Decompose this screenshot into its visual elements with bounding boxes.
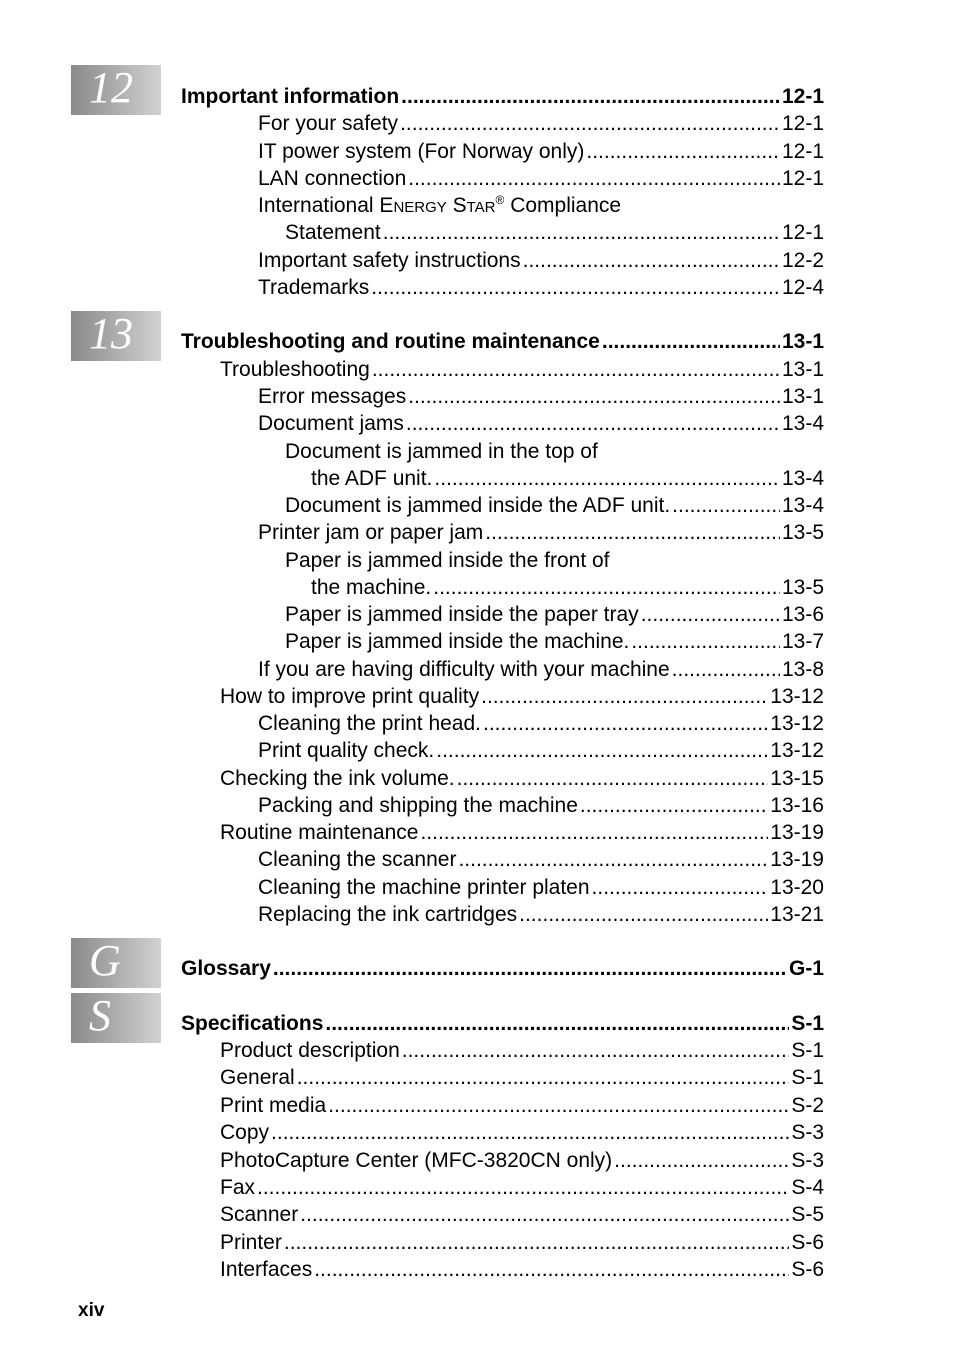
toc-leader bbox=[433, 575, 780, 601]
toc-leader bbox=[614, 1148, 789, 1174]
toc-entry-label: Cleaning the print head. bbox=[258, 712, 481, 735]
toc-leader bbox=[297, 1065, 790, 1091]
toc-entry[interactable] bbox=[220, 1065, 824, 1091]
label-part: Compliance bbox=[504, 194, 622, 217]
toc-entry-page: S-4 bbox=[791, 1176, 824, 1199]
toc-entry[interactable] bbox=[258, 139, 824, 165]
toc-entry[interactable] bbox=[220, 1257, 824, 1283]
toc-entry[interactable] bbox=[220, 820, 824, 846]
toc-entry[interactable] bbox=[220, 684, 824, 710]
toc-entry-label: General bbox=[220, 1066, 295, 1089]
toc-leader bbox=[672, 657, 780, 683]
toc-entry-label: IT power system (For Norway only) bbox=[258, 140, 585, 163]
toc-entry-page: S-3 bbox=[791, 1149, 824, 1172]
toc-entry-page: 13-1 bbox=[781, 330, 824, 353]
toc-entry[interactable] bbox=[285, 629, 824, 655]
chapter-tab-label: S bbox=[89, 991, 111, 1040]
chapter-tab-label: G bbox=[89, 936, 121, 985]
toc-entry-page: G-1 bbox=[788, 957, 824, 980]
toc-entry-page: 13-5 bbox=[781, 521, 824, 544]
toc-entry-label: Printer jam or paper jam bbox=[258, 521, 484, 544]
toc-entry-page: 13-1 bbox=[781, 385, 824, 408]
toc-entry-page: S-3 bbox=[791, 1121, 824, 1144]
toc-entry-page: S-2 bbox=[791, 1094, 824, 1117]
toc-entry-page: 13-4 bbox=[781, 467, 824, 490]
chapter-tab-label: 12 bbox=[89, 63, 133, 112]
toc-entry-label: Important information bbox=[181, 85, 400, 108]
toc-entry[interactable] bbox=[258, 166, 824, 192]
toc-leader bbox=[672, 493, 780, 519]
toc-entry-page: 13-12 bbox=[770, 739, 824, 762]
toc-entry-page: 13-6 bbox=[781, 603, 824, 626]
toc-entry[interactable] bbox=[258, 875, 824, 901]
toc-leader bbox=[271, 1120, 789, 1146]
toc-leader bbox=[485, 520, 780, 546]
toc-leader bbox=[580, 793, 768, 819]
toc-entry-label-continued[interactable]: Paper is jammed inside the front of bbox=[285, 549, 610, 572]
toc-entry-label-continued[interactable] bbox=[258, 193, 621, 221]
toc-leader bbox=[257, 1175, 789, 1201]
toc-entry-page: 13-15 bbox=[770, 767, 824, 790]
toc-entry-label: Scanner bbox=[220, 1203, 299, 1226]
toc-entry-page: 12-4 bbox=[781, 276, 824, 299]
toc-entry-page: S-6 bbox=[791, 1231, 824, 1254]
toc-entry-label: Replacing the ink cartridges bbox=[258, 903, 518, 926]
toc-leader bbox=[434, 466, 780, 492]
toc-entry-label: Specifications bbox=[181, 1012, 324, 1035]
toc-entry[interactable] bbox=[285, 493, 824, 519]
toc-leader bbox=[300, 1202, 789, 1228]
toc-entry[interactable] bbox=[220, 1038, 824, 1064]
toc-entry-page: 13-7 bbox=[781, 630, 824, 653]
toc-entry-label: Copy bbox=[220, 1121, 270, 1144]
toc-leader bbox=[586, 139, 780, 165]
toc-entry-page: 13-21 bbox=[770, 903, 824, 926]
toc-entry-page: 13-5 bbox=[781, 576, 824, 599]
toc-entry-label: Product description bbox=[220, 1039, 400, 1062]
toc-leader bbox=[458, 847, 768, 873]
registered-mark: ® bbox=[495, 193, 505, 207]
toc-entry-label: Error messages bbox=[258, 385, 407, 408]
toc-entry-label: Cleaning the machine printer platen bbox=[258, 876, 590, 899]
toc-leader bbox=[401, 84, 780, 110]
toc-entry[interactable] bbox=[258, 384, 824, 410]
toc-entry-label: Troubleshooting and routine maintenance bbox=[181, 330, 600, 353]
toc-leader bbox=[602, 329, 780, 355]
toc-leader bbox=[400, 111, 780, 137]
toc-entry-chapter-13[interactable] bbox=[181, 329, 824, 355]
toc-entry-label: Glossary bbox=[181, 957, 271, 980]
toc-entry-page: 12-1 bbox=[781, 167, 824, 190]
toc-entry-label: the machine. bbox=[311, 576, 432, 599]
toc-entry-label: If you are having difficulty with your machine bbox=[258, 658, 670, 681]
toc-entry[interactable] bbox=[220, 1120, 824, 1146]
toc-entry[interactable] bbox=[220, 1148, 824, 1174]
toc-entry-label: Paper is jammed inside the machine. bbox=[285, 630, 630, 653]
toc-entry-label: Printer bbox=[220, 1231, 282, 1254]
toc-entry-label: LAN connection bbox=[258, 167, 407, 190]
toc-entry-page: 13-4 bbox=[781, 494, 824, 517]
toc-entry[interactable] bbox=[220, 1202, 824, 1228]
label-part-smallcaps: TAR bbox=[466, 199, 496, 216]
toc-entry-label: Troubleshooting bbox=[220, 358, 370, 381]
toc-entry[interactable] bbox=[258, 275, 824, 301]
toc-entry-label: How to improve print quality bbox=[220, 685, 480, 708]
toc-leader bbox=[402, 1038, 790, 1064]
chapter-tab-label: 13 bbox=[89, 309, 133, 358]
toc-entry-page: 12-1 bbox=[781, 85, 824, 108]
toc-leader bbox=[328, 1093, 789, 1119]
toc-entry[interactable] bbox=[285, 602, 824, 628]
toc-entry-page: S-1 bbox=[791, 1012, 824, 1035]
toc-entry-specifications[interactable] bbox=[181, 1011, 824, 1037]
toc-leader bbox=[592, 875, 769, 901]
toc-entry[interactable] bbox=[258, 902, 824, 928]
toc-entry-page: S-1 bbox=[791, 1039, 824, 1062]
toc-entry-label: Important safety instructions bbox=[258, 249, 521, 272]
toc-entry-page: 12-1 bbox=[781, 112, 824, 135]
toc-entry-label: Routine maintenance bbox=[220, 821, 419, 844]
toc-entry-glossary[interactable] bbox=[181, 956, 824, 982]
toc-leader bbox=[273, 956, 787, 982]
toc-leader bbox=[641, 602, 780, 628]
toc-leader bbox=[284, 1230, 789, 1256]
toc-entry-label: Print quality check. bbox=[258, 739, 435, 762]
label-part: S bbox=[446, 194, 467, 217]
toc-entry[interactable] bbox=[258, 657, 824, 683]
toc-entry-page: 13-16 bbox=[770, 794, 824, 817]
toc-entry[interactable] bbox=[220, 1175, 824, 1201]
toc-entry-label: Statement bbox=[285, 221, 381, 244]
chapter-tab-g bbox=[71, 938, 161, 988]
toc-entry[interactable] bbox=[258, 711, 824, 737]
toc-entry[interactable] bbox=[220, 1093, 824, 1119]
toc-entry-page: 13-20 bbox=[770, 876, 824, 899]
toc-entry-page: 12-1 bbox=[781, 140, 824, 163]
chapter-tab-s bbox=[71, 993, 161, 1043]
toc-entry[interactable] bbox=[220, 357, 824, 383]
toc-entry-page: S-5 bbox=[791, 1203, 824, 1226]
toc-entry-page: 13-12 bbox=[770, 685, 824, 708]
toc-leader bbox=[436, 738, 768, 764]
toc-entry-chapter-12[interactable] bbox=[181, 84, 824, 110]
toc-leader bbox=[408, 166, 780, 192]
toc-leader bbox=[457, 766, 769, 792]
toc-leader bbox=[420, 820, 768, 846]
toc-entry-page: 13-8 bbox=[781, 658, 824, 681]
toc-entry-label: Document is jammed inside the ADF unit. bbox=[285, 494, 671, 517]
chapter-tab-13 bbox=[71, 311, 161, 361]
toc-leader bbox=[483, 711, 768, 737]
toc-leader bbox=[523, 248, 780, 274]
toc-entry[interactable] bbox=[258, 248, 824, 274]
toc-leader bbox=[631, 629, 780, 655]
chapter-tab-12 bbox=[71, 65, 161, 115]
toc-entry-label: Trademarks bbox=[258, 276, 370, 299]
toc-entry-label: PhotoCapture Center (MFC-3820CN only) bbox=[220, 1149, 613, 1172]
toc-leader bbox=[383, 220, 780, 246]
toc-leader bbox=[314, 1257, 789, 1283]
toc-leader bbox=[408, 384, 780, 410]
toc-entry-page: S-1 bbox=[791, 1066, 824, 1089]
toc-entry-label-continued[interactable]: Document is jammed in the top of bbox=[285, 440, 598, 463]
toc-entry-label: Print media bbox=[220, 1094, 327, 1117]
toc-entry-page: 13-12 bbox=[770, 712, 824, 735]
toc-entry[interactable] bbox=[311, 466, 824, 492]
toc-entry-label: Checking the ink volume. bbox=[220, 767, 455, 790]
toc-entry-label: For your safety bbox=[258, 112, 399, 135]
page-number: xiv bbox=[78, 1300, 105, 1321]
toc-entry[interactable] bbox=[220, 1230, 824, 1256]
toc-entry-page: 12-1 bbox=[781, 221, 824, 244]
toc-entry[interactable] bbox=[258, 847, 824, 873]
toc-entry[interactable] bbox=[311, 575, 824, 601]
toc-entry[interactable] bbox=[258, 793, 824, 819]
toc-leader bbox=[406, 411, 780, 437]
label-part-smallcaps: NERGY bbox=[393, 199, 447, 216]
toc-entry[interactable] bbox=[258, 111, 824, 137]
toc-entry-page: 13-1 bbox=[781, 358, 824, 381]
toc-entry-label: Packing and shipping the machine bbox=[258, 794, 578, 817]
toc-entry[interactable] bbox=[258, 411, 824, 437]
toc-entry[interactable] bbox=[258, 520, 824, 546]
label-part: International E bbox=[258, 194, 394, 217]
toc-entry-page: 12-2 bbox=[781, 249, 824, 272]
toc-leader bbox=[481, 684, 768, 710]
toc-entry-page: 13-19 bbox=[770, 848, 824, 871]
toc-entry-label: Paper is jammed inside the paper tray bbox=[285, 603, 639, 626]
toc-entry-label: Fax bbox=[220, 1176, 256, 1199]
toc-leader bbox=[519, 902, 768, 928]
toc-leader bbox=[372, 357, 780, 383]
toc-entry[interactable] bbox=[220, 766, 824, 792]
toc-entry-label: Interfaces bbox=[220, 1258, 313, 1281]
toc-entry-page: S-6 bbox=[791, 1258, 824, 1281]
toc-entry[interactable] bbox=[258, 738, 824, 764]
toc-leader bbox=[325, 1011, 789, 1037]
toc-leader bbox=[371, 275, 780, 301]
toc-entry[interactable] bbox=[285, 220, 824, 246]
toc-entry-label: Cleaning the scanner bbox=[258, 848, 457, 871]
toc-entry-page: 13-19 bbox=[770, 821, 824, 844]
toc-entry-page: 13-4 bbox=[781, 412, 824, 435]
toc-entry-label: the ADF unit. bbox=[311, 467, 433, 490]
toc-entry-label: Document jams bbox=[258, 412, 404, 435]
